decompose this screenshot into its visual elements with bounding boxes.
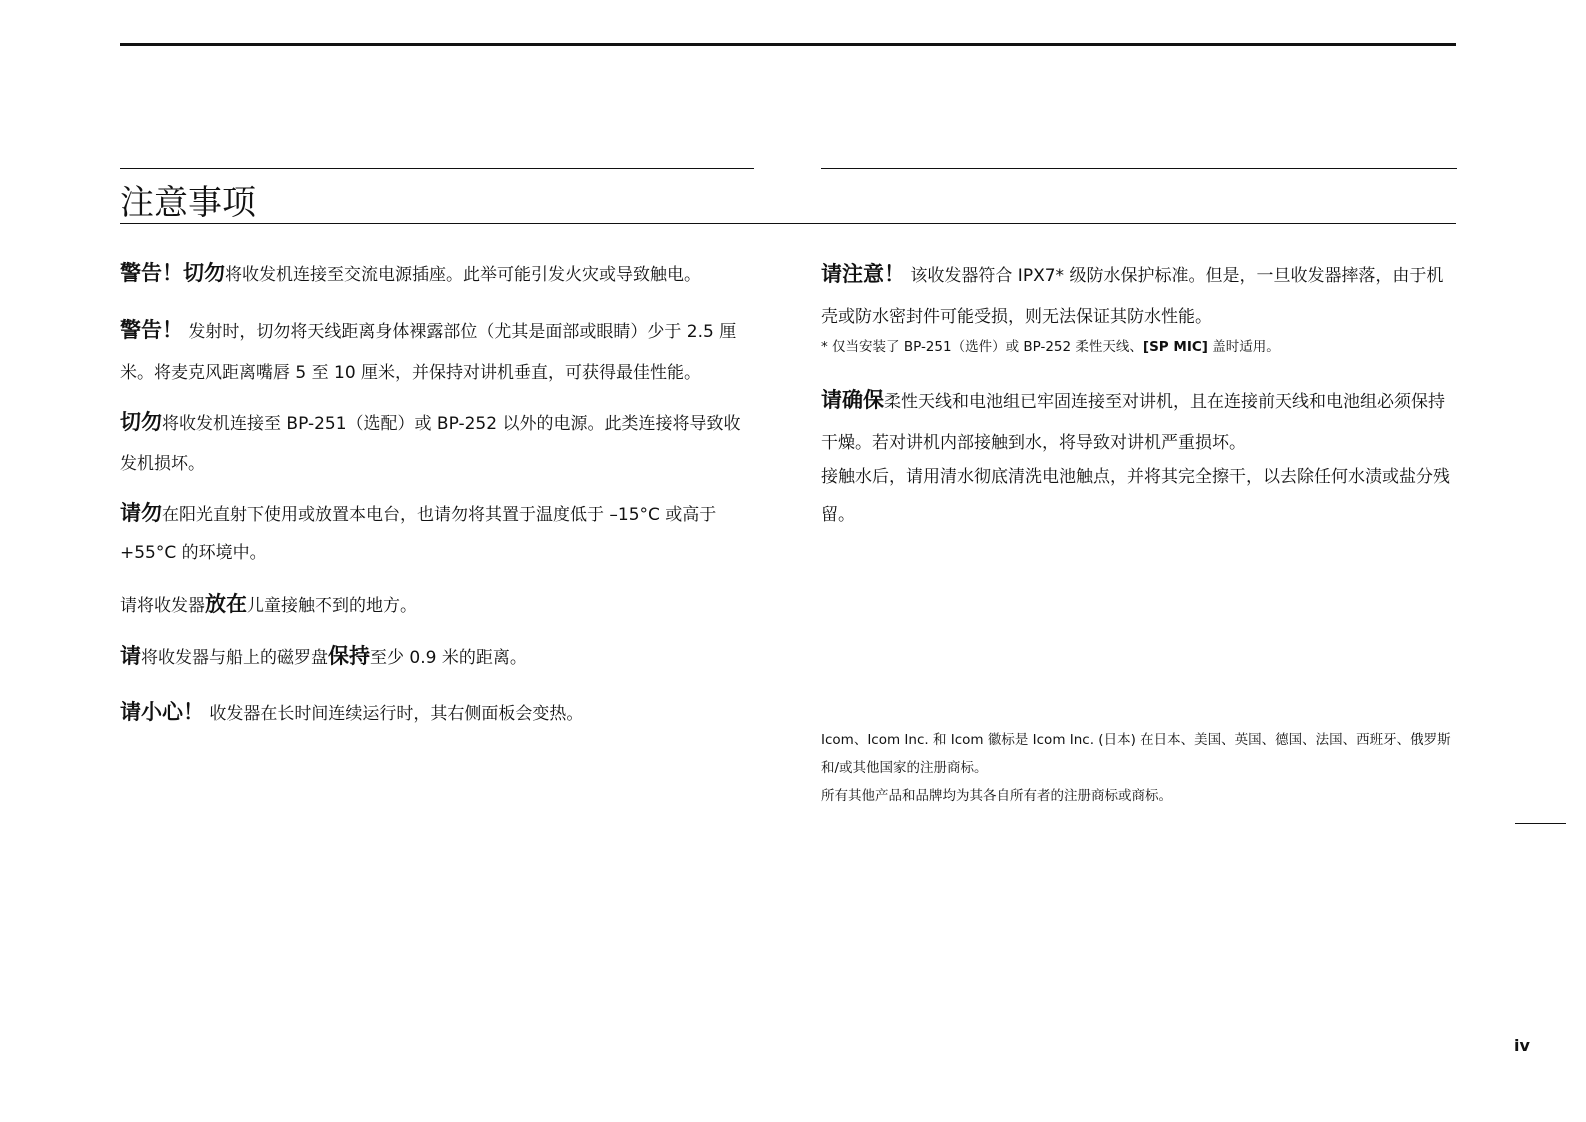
keyword: 切勿 (120, 410, 162, 434)
section-rule-left (120, 168, 754, 169)
keyword: 保持 (328, 644, 370, 668)
trademark-notice: Icom、Icom Inc. 和 Icom 徽标是 Icom Inc. (日本) 在日本、美国、英国、德国、法国、西班牙、俄罗斯和/或其他国家的注册商标。 (821, 732, 1451, 776)
keyword: 请小心！ (120, 700, 204, 724)
caution-temperature (120, 494, 754, 572)
keyword: 请注意！ (821, 262, 905, 286)
warning-antenna-distance (120, 310, 754, 394)
keyword: 请勿 (120, 501, 162, 525)
caution-children (120, 585, 754, 625)
caution-side-panel-heat (120, 693, 754, 733)
paragraph-text: 接触水后，请用清水彻底清洗电池触点，并将其完全擦干，以去除任何水渍或盐分残留。 (821, 467, 1450, 525)
top-rule (120, 43, 1456, 46)
paragraph-text: 将收发器与船上的磁罗盘 (141, 648, 328, 668)
note-text: * 仅当安装了 BP-251（选件）或 BP-252 柔性天线、 (821, 339, 1143, 355)
paragraph-text: 该收发器符合 IPX7* 级防水保护标准。但是，一旦收发器摔落，由于机壳或防水密封件可能受损，则无法保证其防水性能。 (821, 266, 1444, 327)
sp-mic-label: [SP MIC] (1142, 339, 1208, 355)
keyword: 请确保 (821, 388, 884, 412)
paragraph-text: 请将收发器 (120, 596, 205, 616)
other-trademarks: 所有其他产品和品牌均为其各自所有者的注册商标或商标。 (821, 788, 1172, 804)
caution-antenna-battery (821, 380, 1457, 464)
keyword: 警告！切勿 (120, 261, 225, 285)
paragraph-text: 收发器在长时间连续运行时，其右侧面板会变热。 (204, 704, 584, 724)
title-underline (120, 223, 1456, 224)
paragraph-text: 柔性天线和电池组已牢固连接至对讲机，且在连接前天线和电池组必须保持干燥。若对讲机内部接触到水，将导致对讲机严重损坏。 (821, 392, 1445, 453)
page-title: 注意事项 (120, 183, 256, 223)
page-number: iv (1514, 1036, 1530, 1055)
paragraph-text: 发射时，切勿将天线距离身体裸露部位（尤其是面部或眼睛）少于 2.5 厘米。将麦克风距离嘴唇 5 至 10 厘米，并保持对讲机垂直，可获得最佳性能。 (120, 322, 737, 383)
warning-ac-power (120, 254, 754, 294)
paragraph-text: 在阳光直射下使用或放置本电台，也请勿将其置于温度低于 –15°C 或高于 +55°C 的环境中。 (120, 505, 717, 563)
note-text: 盖时适用。 (1207, 339, 1280, 355)
rinse-instructions (821, 458, 1457, 534)
caution-compass-distance (120, 637, 754, 677)
keyword: 警告！ (120, 318, 183, 342)
keyword: 放在 (205, 592, 247, 616)
caution-power-source (120, 402, 754, 484)
footnote-ipx7 (821, 336, 1457, 358)
paragraph-text: 儿童接触不到的地方。 (247, 596, 417, 616)
paragraph-text: 将收发机连接至 BP-251（选配）或 BP-252 以外的电源。此类连接将导致收发机损坏。 (120, 414, 741, 474)
paragraph-text: 将收发机连接至交流电源插座。此举可能引发火灾或导致触电。 (225, 265, 701, 285)
caution-waterproof (821, 254, 1457, 338)
keyword: 请 (120, 644, 141, 668)
section-rule-right (821, 168, 1457, 169)
paragraph-text: 至少 0.9 米的距离。 (370, 648, 527, 668)
side-tab-rule (1515, 823, 1566, 824)
